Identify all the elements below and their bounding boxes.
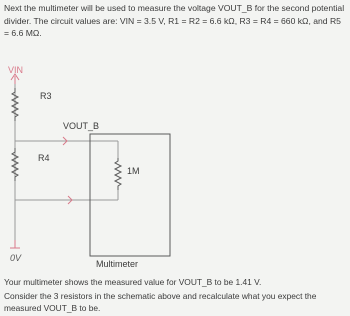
circuit-schematic — [0, 48, 350, 274]
vin-label: VIN — [8, 65, 24, 75]
multimeter-label: Multimeter — [96, 259, 139, 269]
meter-resistance-label: 1M — [127, 166, 140, 176]
ground-label: 0V — [10, 253, 22, 263]
reading-text: Your multimeter shows the measured value for VOUT_B to be 1.41 V. — [4, 277, 262, 287]
vin-arrow — [11, 74, 19, 84]
answer-instructions — [4, 276, 344, 316]
ground-icon — [10, 240, 20, 248]
ground-wire — [15, 196, 118, 204]
r3-label: R3 — [40, 91, 52, 101]
meter-internal-resistor — [115, 158, 121, 190]
instruction-text: Consider the 3 resistors in the schematic above and recalculate what you expect the measured VOUT_B to be. — [4, 291, 317, 313]
r4-label: R4 — [38, 153, 50, 163]
vout-wire — [15, 137, 118, 145]
question-intro: Next the multimeter will be used to measure the voltage VOUT_B for the second potential divider. The circuit values are: VIN = 3.5 V, R1 = R2 = 6.6 kΩ, R3 = R4 = 660 kΩ, and R5 = 6.6 MΩ. — [4, 3, 345, 39]
multimeter-box — [90, 134, 170, 256]
vout-label: VOUT_B — [63, 121, 100, 131]
